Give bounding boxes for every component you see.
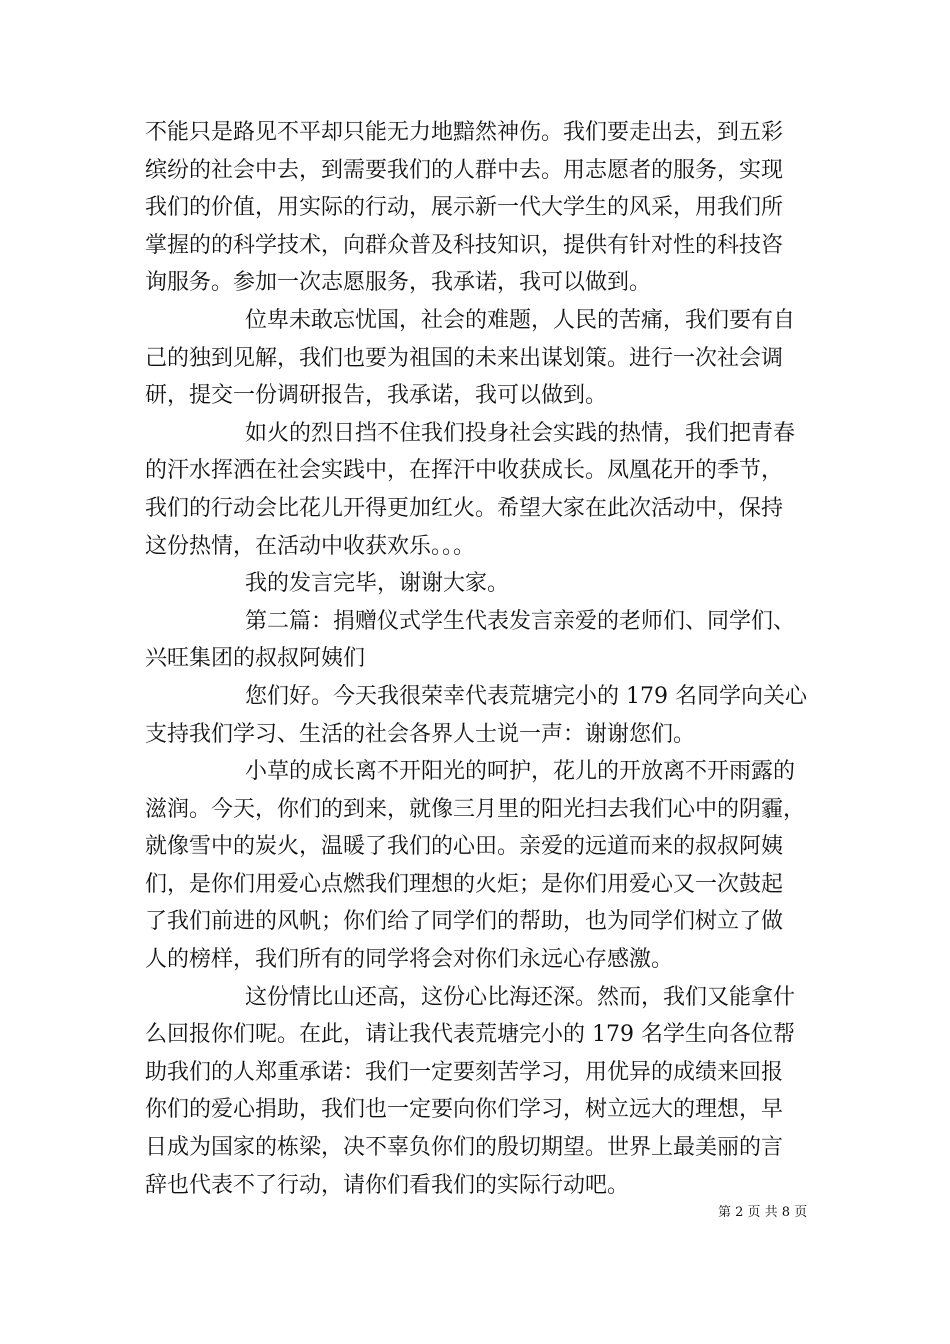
text-line: 的汗水挥洒在社会实践中，在挥汗中收获成长。凤凰花开的季节， xyxy=(145,458,784,484)
text-line: 支持我们学习、生活的社会各界人士说一声：谢谢您们。 xyxy=(145,721,696,747)
paragraph-start-line: 如火的烈日挡不住我们投身社会实践的热情，我们把青春 xyxy=(245,420,796,446)
text-line: 掌握的的科学技术，向群众普及科技知识，提供有针对性的科技咨 xyxy=(145,232,784,258)
text-line: 就像雪中的炭火，温暖了我们的心田。亲爱的远道而来的叔叔阿姨 xyxy=(145,834,784,860)
text-line: 滋润。今天，你们的到来，就像三月里的阳光扫去我们心中的阴霾， xyxy=(145,796,806,822)
page-number-footer: 第 2 页 共 8 页 xyxy=(718,1205,808,1220)
text-line: 辞也代表不了行动，请你们看我们的实际行动吧。 xyxy=(145,1172,630,1198)
section-heading-line: 兴旺集团的叔叔阿姨们 xyxy=(145,646,366,672)
text-line: 我们的价值，用实际的行动，展示新一代大学生的风采，用我们所 xyxy=(145,195,784,221)
text-line: 人的榜样，我们所有的同学将会对你们永远心存感激。 xyxy=(145,947,674,973)
text-line: 日成为国家的栋梁，决不辜负你们的殷切期望。世界上最美丽的言 xyxy=(145,1135,784,1161)
text-line: 缤纷的社会中去，到需要我们的人群中去。用志愿者的服务，实现 xyxy=(145,157,784,183)
text-line: 己的独到见解，我们也要为祖国的未来出谋划策。进行一次社会调 xyxy=(145,345,784,371)
text-line: 么回报你们呢。在此，请让我代表荒塘完小的 179 名学生向各位帮 xyxy=(145,1022,795,1048)
paragraph-start-line: 位卑未敢忘忧国，社会的难题，人民的苦痛，我们要有自 xyxy=(245,307,796,333)
paragraph-start-line: 您们好。今天我很荣幸代表荒塘完小的 179 名同学向关心 xyxy=(245,683,807,709)
section-heading-line: 第二篇：捐赠仪式学生代表发言亲爱的老师们、同学们、 xyxy=(245,608,796,634)
text-line: 这份热情，在活动中收获欢乐。。。 xyxy=(145,533,476,559)
text-line: 询服务。参加一次志愿服务，我承诺，我可以做到。 xyxy=(145,270,652,296)
text-line: 助我们的人郑重承诺：我们一定要刻苦学习，用优异的成绩来回报 xyxy=(145,1059,784,1085)
text-line: 研，提交一份调研报告，我承诺，我可以做到。 xyxy=(145,383,608,409)
document-body xyxy=(145,114,813,1204)
text-line: 我们的行动会比花儿开得更加红火。希望大家在此次活动中，保持 xyxy=(145,495,784,521)
paragraph-start-line: 我的发言完毕，谢谢大家。 xyxy=(245,571,510,597)
text-line: 不能只是路见不平却只能无力地黯然神伤。我们要走出去，到五彩 xyxy=(145,120,784,145)
text-line: 们，是你们用爱心点燃我们理想的火炬；是你们用爱心又一次鼓起 xyxy=(145,871,784,897)
paragraph-start-line: 这份情比山还高，这份心比海还深。然而，我们又能拿什 xyxy=(245,984,796,1010)
text-line: 了我们前进的风帆；你们给了同学们的帮助，也为同学们树立了做 xyxy=(145,909,784,935)
paragraph-start-line: 小草的成长离不开阳光的呵护，花儿的开放离不开雨露的 xyxy=(245,759,796,785)
text-line: 你们的爱心捐助，我们也一定要向你们学习，树立远大的理想，早 xyxy=(145,1097,784,1123)
